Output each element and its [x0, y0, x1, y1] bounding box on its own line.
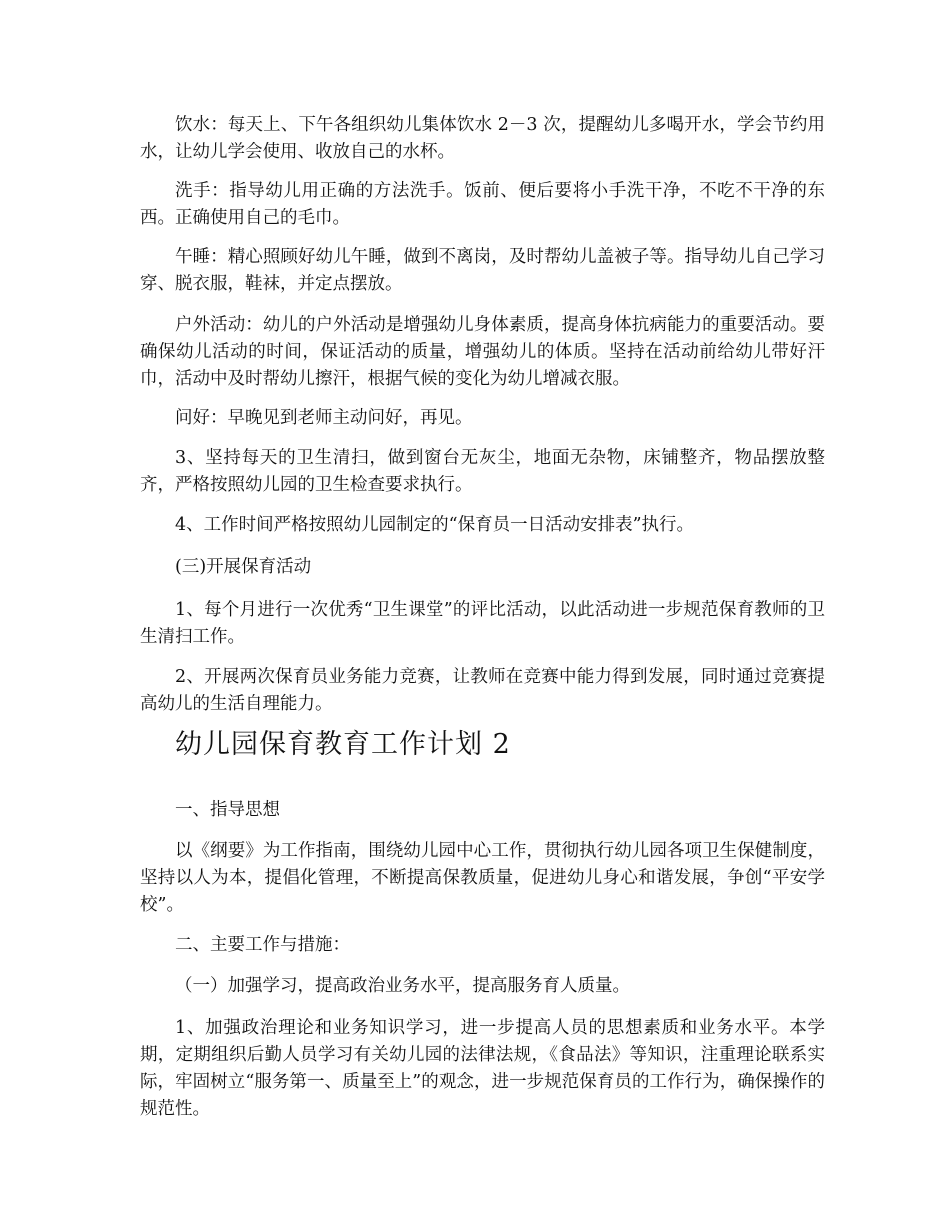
section-subheading-3: (三)开展保育活动 [175, 557, 312, 577]
paragraph-drinking-water: 饮水：每天上、下午各组织幼儿集体饮水 2－3 次，提醒幼儿多喝开水，学会节约用水，让幼儿学会使用、收放自己的水杯。 [140, 115, 825, 162]
section-heading-guiding-ideology: 一、指导思想 [175, 800, 280, 820]
paragraph-outdoor-activity: 户外活动：幼儿的户外活动是增强幼儿身体素质，提高身体抗病能力的重要活动。要确保幼儿活动的时间，保证活动的质量，增强幼儿的体质。坚持在活动前给幼儿带好汗巾，活动中及时帮幼儿擦汗，根据气候的变化为幼儿增减衣服。 [140, 315, 825, 389]
paragraph-activity-2: 2、开展两次保育员业务能力竞赛，让教师在竞赛中能力得到发展，同时通过竞赛提高幼儿的生活自理能力。 [140, 667, 825, 714]
paragraph-item-4: 4、工作时间严格按照幼儿园制定的“保育员一日活动安排表”执行。 [175, 515, 695, 535]
paragraph-guiding-ideology: 以《纲要》为工作指南，围绕幼儿园中心工作，贯彻执行幼儿园各项卫生保健制度，坚持以人为本，提倡化管理，不断提高保教质量，促进幼儿身心和谐发展，争创“平安学校”。 [140, 841, 825, 915]
paragraph-item-3: 3、坚持每天的卫生清扫，做到窗台无灰尘，地面无杂物，床铺整齐，物品摆放整齐，严格按照幼儿园的卫生检查要求执行。 [140, 448, 825, 495]
section-subheading-1: （一）加强学习，提高政治业务水平，提高服务育人质量。 [175, 976, 630, 996]
paragraph-activity-1: 1、每个月进行一次优秀“卫生课堂”的评比活动，以此活动进一步规范保育教师的卫生清扫工作。 [140, 600, 825, 647]
paragraph-study-1: 1、加强政治理论和业务知识学习，进一步提高人员的思想素质和业务水平。本学期，定期组织后勤人员学习有关幼儿园的法律法规，《食品法》等知识，注重理论联系实际，牢固树立“服务第一、质量至上”的观念，进一步规范保育员的工作行为，确保操作的规范性。 [140, 1018, 825, 1119]
document-heading: 幼儿园保育教育工作计划 2 [175, 729, 511, 760]
section-heading-main-work: 二、主要工作与措施： [175, 935, 350, 955]
paragraph-nap: 午睡：精心照顾好幼儿午睡，做到不离岗，及时帮幼儿盖被子等。指导幼儿自己学习穿、脱衣服，鞋袜，并定点摆放。 [140, 247, 825, 294]
paragraph-hand-washing: 洗手：指导幼儿用正确的方法洗手。饭前、便后要将小手洗干净，不吃不干净的东西。正确使用自己的毛巾。 [140, 181, 825, 228]
paragraph-greeting: 问好：早晚见到老师主动问好，再见。 [175, 408, 473, 428]
